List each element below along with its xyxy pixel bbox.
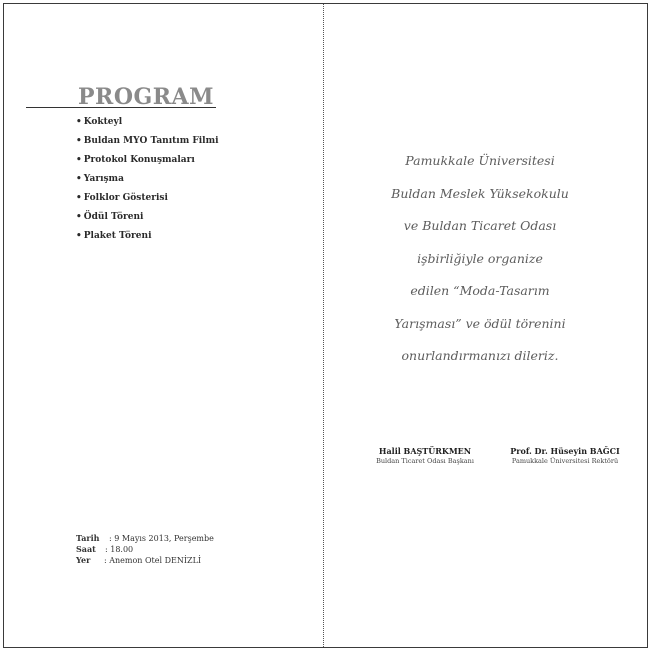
program-item-label: Kokteyl xyxy=(83,117,123,127)
program-item-label: Plaket Töreni xyxy=(83,231,152,241)
program-item: • Folklor Gösterisi xyxy=(76,193,168,203)
program-item-label: Ödül Töreni xyxy=(83,212,144,222)
program-list xyxy=(76,116,219,249)
signatory-name: Halil BAŞTÜRKMEN xyxy=(378,446,472,456)
program-item: • Plaket Töreni xyxy=(76,231,152,241)
program-item-label: Protokol Konuşmaları xyxy=(83,155,195,165)
time-value: : 18.00 xyxy=(105,545,134,554)
date-row xyxy=(76,533,214,544)
signatory-role: Buldan Ticaret Odası Başkanı xyxy=(376,457,474,465)
invitation-line: Buldan Meslek Yüksekokulu xyxy=(391,185,569,201)
program-divider xyxy=(26,107,216,108)
invitation-text xyxy=(370,153,590,381)
invitation-line: Yarışması” ve ödül törenini xyxy=(394,315,566,331)
program-item-label: Folklor Gösterisi xyxy=(83,193,168,203)
date-value: : 9 Mayıs 2013, Perşembe xyxy=(109,534,214,543)
place-row xyxy=(76,555,214,566)
place-value: : Anemon Otel DENİZLİ xyxy=(104,556,202,565)
invitation-line: onurlandırmanızı dileriz. xyxy=(401,348,559,363)
signatory-rector xyxy=(500,446,630,466)
invitation-line: Pamukkale Üniversitesi xyxy=(405,153,555,168)
program-title: PROGRAM xyxy=(78,84,214,110)
program-item: • Ödül Töreni xyxy=(76,212,144,222)
signatory-chamber xyxy=(365,446,485,466)
event-details xyxy=(76,533,214,566)
fold-line xyxy=(323,4,324,647)
invitation-line: ve Buldan Ticaret Odası xyxy=(403,218,557,233)
invitation-line: işbirliğiyle organize xyxy=(417,250,543,266)
program-item: • Yarışma xyxy=(76,174,124,184)
time-label: Saat xyxy=(76,544,96,554)
program-item-label: Yarışma xyxy=(83,174,124,184)
date-label: Tarih xyxy=(76,533,100,543)
program-item: • Buldan MYO Tanıtım Filmi xyxy=(76,136,219,146)
time-row xyxy=(76,544,214,555)
program-item: • Kokteyl xyxy=(76,117,123,127)
signatory-name: Prof. Dr. Hüseyin BAĞCI xyxy=(510,446,620,456)
invitation-line: edilen “Moda-Tasarım xyxy=(410,283,550,298)
program-item: • Protokol Konuşmaları xyxy=(76,155,195,165)
place-label: Yer xyxy=(76,555,91,565)
signatory-role: Pamukkale Üniversitesi Rektörü xyxy=(511,457,619,465)
program-item-label: Buldan MYO Tanıtım Filmi xyxy=(83,136,219,146)
